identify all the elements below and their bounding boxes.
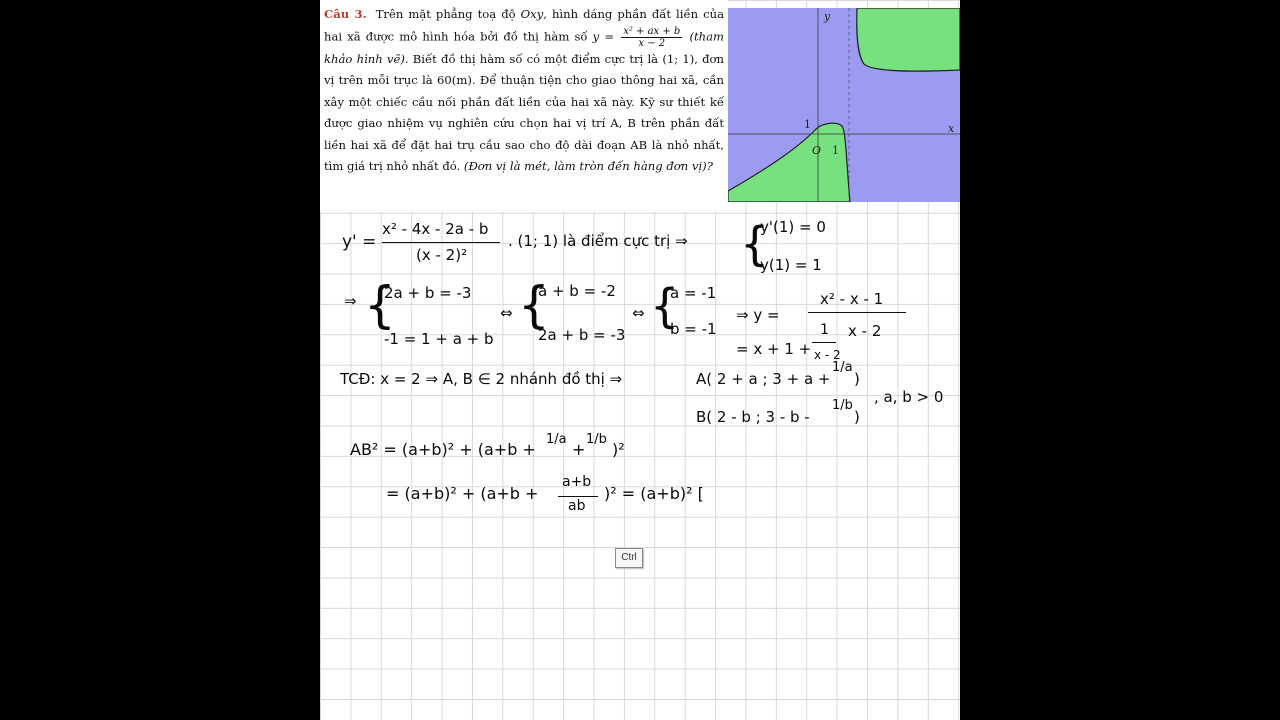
ctrl-key-indicator: Ctrl (615, 548, 643, 568)
problem-text-3: Biết đồ thị hàm số có một điểm cực trị là (1; 1), đơn vị trên mỗi trục là 60(m). Để thuận tiện cho giao thông hai xã, cần xây một chiếc cầu nối phần đất liền của hai xã này. Kỹ sư thiết kế được giao nhiệm vụ nghiên cứu chọn hai vị trí A, B trên phần đất liền hai xã để đặt hai trụ cầu sao cho độ dài đoạn AB là nhỏ nhất, tìm giá trị nhỏ nhất đó. (324, 51, 725, 173)
problem-text-2: , hình dáng phần đất liền của hai xã được mô hình hóa bởi đồ thị hàm số (324, 7, 724, 43)
hw-sys-y-prime: y'(1) = 0 (760, 218, 826, 236)
hw-function-fraction-bar (808, 312, 906, 313)
hw-brace-3: { (518, 276, 550, 334)
hw-point-a-frac: 1/a (832, 360, 853, 375)
hw-ab-factored: )² = (a+b)² [ (604, 484, 704, 503)
hw-point-b-frac: 1/b (832, 398, 853, 413)
hw-derivative-denominator: (x - 2)² (416, 246, 468, 264)
y-tick-one: 1 (804, 118, 811, 131)
hw-eq-2a-b: 2a + b = -3 (384, 284, 472, 302)
x-axis-label: x (948, 122, 955, 135)
hw-derivative-fraction-bar (382, 242, 500, 243)
hw-point-b: B( 2 - b ; 3 - b - (696, 408, 810, 426)
upper-right-land (857, 8, 960, 71)
reference-note: (tham khảo hình vẽ). (324, 29, 725, 66)
hw-expanded-fraction-bar (812, 342, 836, 343)
hw-ab-plus: + (572, 440, 586, 459)
hw-ab-squared: AB² = (a+b)² + (a+b + (350, 440, 536, 459)
hw-expanded-numerator: 1 (820, 322, 829, 338)
problem-text (324, 4, 724, 178)
function-fraction (621, 26, 682, 49)
hw-ab-frac-a: 1/a (546, 432, 567, 447)
hw-eq-minus-one: -1 = 1 + a + b (384, 330, 494, 348)
hw-expanded-denominator: x - 2 (814, 348, 841, 362)
hw-function-lhs: ⇒ y = (736, 306, 780, 324)
hw-brace-1: { (740, 217, 770, 271)
y-equals: y = (592, 29, 615, 43)
problem-text-1: Trên mặt phẳng toạ độ (375, 7, 516, 21)
fraction-numerator: x² + ax + b (623, 25, 681, 37)
document-page (320, 0, 960, 720)
hw-ab-expansion-fraction-bar (558, 496, 598, 497)
hw-vertical-asymptote: TCĐ: x = 2 ⇒ A, B ∈ 2 nhánh đồ thị ⇒ (340, 370, 623, 388)
hw-ab-frac-b: 1/b (586, 432, 607, 447)
hw-derivative-numerator: x² - 4x - 2a - b (382, 220, 489, 238)
hw-ab-expansion: = (a+b)² + (a+b + (386, 484, 539, 503)
hw-point-a-close: ) (854, 370, 860, 388)
hw-result-b: b = -1 (670, 320, 717, 338)
hw-positivity-condition: , a, b > 0 (874, 388, 944, 406)
hw-iff-2: ⇔ (632, 304, 645, 322)
hw-sys-y-value: y(1) = 1 (760, 256, 822, 274)
hw-eq-a-plus-b: a + b = -2 (538, 282, 616, 300)
fraction-denominator: x − 2 (638, 37, 666, 49)
question-number: Câu 3. (324, 7, 367, 21)
var-oxy: Oxy (520, 7, 544, 21)
hw-ab-expansion-numerator: a+b (562, 474, 592, 490)
hw-brace-4: { (650, 279, 680, 333)
hw-eq-2a-plus-b: 2a + b = -3 (538, 326, 626, 344)
y-axis-label: y (824, 10, 831, 23)
hw-point-b-close: ) (854, 408, 860, 426)
origin-label: O (812, 144, 822, 157)
hw-ab-expansion-denominator: ab (568, 498, 586, 514)
hw-function-expanded: = x + 1 + (736, 340, 812, 358)
hw-iff-1: ⇔ (500, 304, 513, 322)
unit-note: (Đơn vị là mét, làm tròn đến hàng đơn vị)? (463, 159, 713, 173)
x-tick-one: 1 (832, 144, 839, 157)
hw-brace-2: { (364, 276, 396, 334)
problem-statement (320, 0, 728, 212)
hw-result-a: a = -1 (670, 284, 717, 302)
hw-derivative-lhs: y' = (342, 232, 377, 252)
hw-function-numerator: x² - x - 1 (820, 290, 884, 308)
hw-point-a: A( 2 + a ; 3 + a + (696, 370, 831, 388)
hw-ab-close: )² (612, 440, 625, 459)
function-graph (728, 8, 960, 202)
hw-function-denominator: x - 2 (848, 322, 882, 340)
hw-extremum-condition: . (1; 1) là điểm cực trị ⇒ (508, 232, 688, 250)
hw-implies-1: ⇒ (344, 292, 357, 310)
